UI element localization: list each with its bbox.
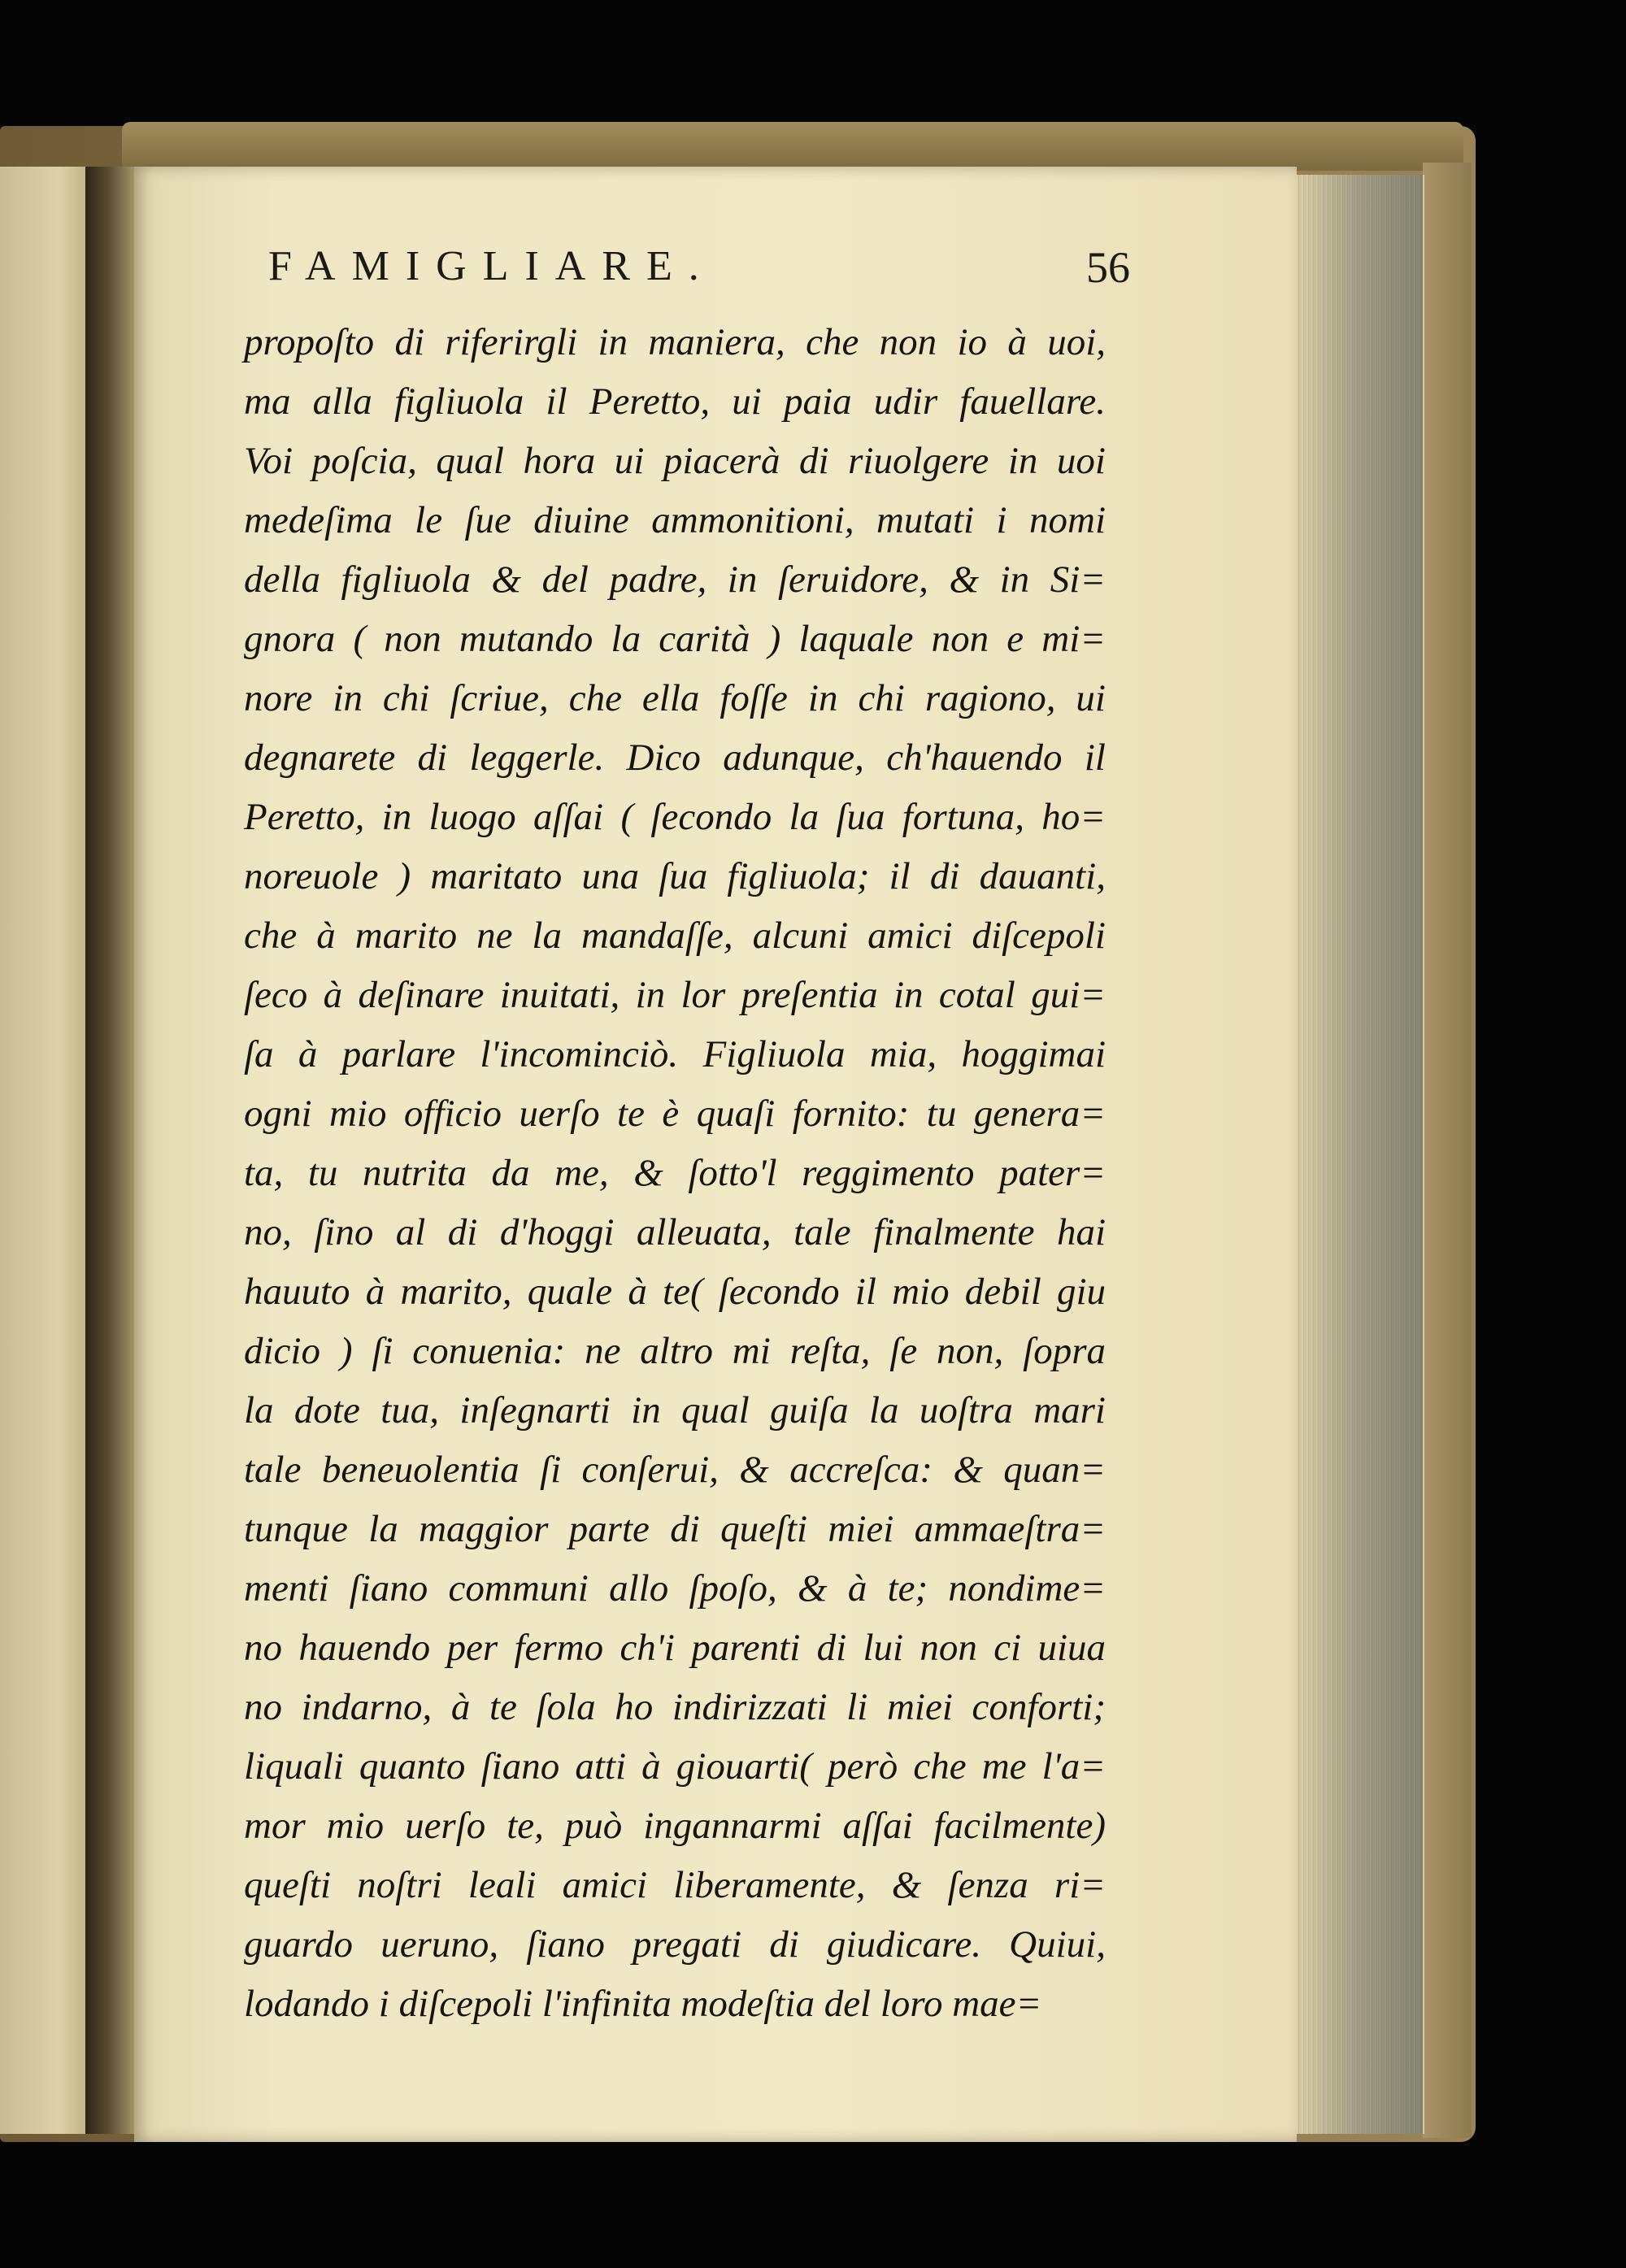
text-line: tale beneuolentia ſi conſerui, & accreſca: & quan= (244, 1449, 1106, 1491)
text-line: mor mio uerſo te, può ingannarmi aſſai facilmente) (244, 1805, 1106, 1847)
text-line: degnarete di leggerle. Dico adunque, ch'hauendo il (244, 736, 1106, 779)
text-line: ſa à parlare l'incominciò. Figliuola mia, hoggimai (244, 1033, 1106, 1075)
text-line: no hauendo per fermo ch'i parenti di lui non ci uiua (244, 1627, 1106, 1669)
text-line: Peretto, in luogo aſſai ( ſecondo la ſua fortuna, ho= (244, 796, 1106, 838)
text-line: liquali quanto ſiano atti à giouarti( però che me l'a= (244, 1745, 1106, 1788)
text-line: la dote tua, inſegnarti in qual guiſa la uoſtra mari (244, 1389, 1106, 1432)
text-line: gnora ( non mutando la carità ) laquale non e mi= (244, 618, 1106, 660)
page-header (268, 242, 1130, 307)
text-line: medeſima le ſue diuine ammonitioni, mutati i nomi (244, 499, 1106, 541)
text-line: ma alla figliuola il Peretto, ui paia udir fauellare. (244, 380, 1106, 423)
text-line: nore in chi ſcriue, che ella foſſe in chi ragiono, ui (244, 677, 1106, 719)
text-line: ta, tu nutrita da me, & ſotto'l reggimento pater= (244, 1152, 1106, 1194)
book-top-edge (122, 122, 1463, 171)
facing-page (0, 167, 98, 2134)
text-line: no, ſino al di d'hoggi alleuata, tale finalmente hai (244, 1211, 1106, 1253)
running-head: FAMIGLIARE. (268, 243, 715, 289)
text-line: menti ſiano communi allo ſpoſo, & à te; nondime= (244, 1567, 1106, 1610)
text-line: propoſto di riferirgli in maniera, che non io à uoi, (244, 321, 1106, 363)
text-line: tunque la maggior parte di queſti miei ammaeſtra= (244, 1508, 1106, 1550)
text-line: della figliuola & del padre, in ſeruidore, & in Si= (244, 558, 1106, 601)
text-line: guardo ueruno, ſiano pregati di giudicare. Quiui, (244, 1923, 1106, 1966)
text-line: lodando i diſcepoli l'infinita modeſtia del loro mae= (244, 1983, 1042, 2025)
page-number: 56 (1086, 243, 1130, 292)
text-line: ogni mio officio uerſo te è quaſi fornito: tu genera= (244, 1093, 1106, 1135)
text-line: che à marito ne la mandaſſe, alcuni amici diſcepoli (244, 915, 1106, 957)
text-line: no indarno, à te ſola ho indirizzati li miei conforti; (244, 1686, 1106, 1728)
fore-edge-shadow (1301, 175, 1423, 2134)
text-line: ſeco à deſinare inuitati, in lor preſentia in cotal gui= (244, 974, 1106, 1016)
text-line: Voi poſcia, qual hora ui piacerà di riuolgere in uoi (244, 440, 1106, 482)
text-line: hauuto à marito, quale à te( ſecondo il mio debil giu (244, 1271, 1106, 1313)
text-line: queſti noſtri leali amici liberamente, & ſenza ri= (244, 1864, 1106, 1906)
text-block (244, 313, 1106, 2034)
text-line: dicio ) ſi conuenia: ne altro mi reſta, ſe non, ſopra (244, 1330, 1106, 1372)
cover-edge (1423, 163, 1472, 2138)
text-line: noreuole ) maritato una ſua figliuola; il di dauanti, (244, 855, 1106, 897)
